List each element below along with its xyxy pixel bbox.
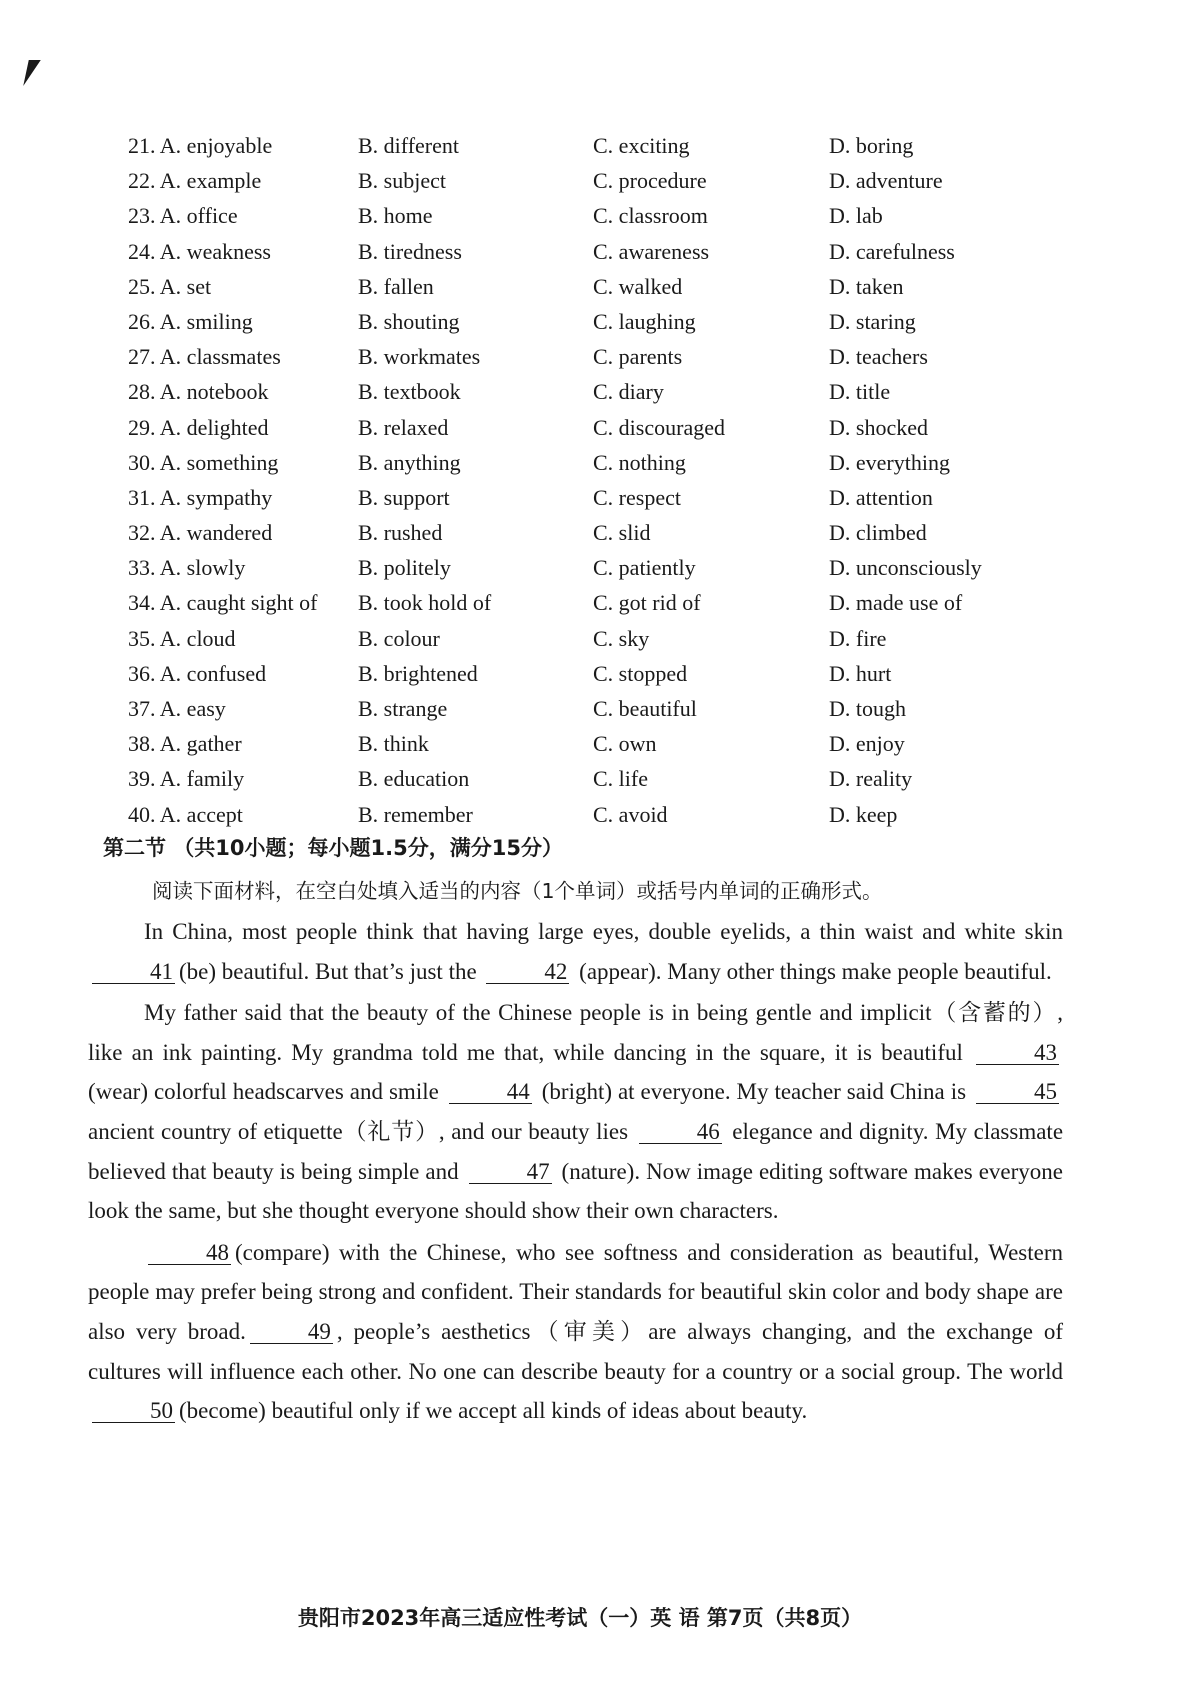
blank-46[interactable]: 46	[639, 1121, 722, 1144]
option-b[interactable]: B. support	[358, 484, 450, 510]
question-row	[128, 515, 1108, 550]
question-row	[128, 198, 1108, 233]
option-a-text: A. wandered	[159, 520, 273, 546]
corner-mark	[23, 60, 41, 86]
section-instruction: 阅读下面材料，在空白处填入适当的内容（1个单词）或括号内单词的正确形式。	[152, 879, 883, 903]
option-a-text: A. set	[159, 273, 212, 299]
option-a[interactable]	[128, 726, 358, 761]
option-a-text: A. classmates	[159, 344, 281, 370]
question-row	[128, 621, 1108, 656]
option-a[interactable]	[128, 761, 358, 796]
option-c[interactable]: C. diary	[593, 379, 664, 405]
reading-passage	[88, 912, 1063, 1431]
option-b[interactable]: B. subject	[358, 168, 446, 194]
question-row	[128, 163, 1108, 198]
option-a[interactable]	[128, 515, 358, 550]
option-c[interactable]: C. discouraged	[593, 414, 725, 440]
question-row	[128, 128, 1108, 163]
question-row	[128, 374, 1108, 409]
passage-text: My father said that the beauty of the Chinese people is in being gentle and implicit（含蓄的）, like an ink painting. My grandma told me that, while dancing in the square, it is beautiful	[88, 1000, 1063, 1065]
option-d[interactable]: D. carefulness	[829, 238, 955, 264]
page-footer: 贵阳市2023年高三适应性考试（一）英 语 第7页（共8页）	[297, 1606, 863, 1630]
option-a-text: A. smiling	[159, 308, 253, 334]
option-d[interactable]: D. shocked	[829, 414, 928, 440]
option-d[interactable]: D. attention	[829, 484, 933, 510]
question-row	[128, 234, 1108, 269]
option-a-text: A. confused	[159, 660, 267, 686]
option-a[interactable]	[128, 480, 358, 515]
option-d[interactable]: D. made use of	[829, 590, 963, 616]
passage-paragraph-3	[88, 1233, 1063, 1431]
option-d[interactable]: D. lab	[829, 203, 883, 229]
option-a[interactable]	[128, 198, 358, 233]
option-c[interactable]: C. nothing	[593, 449, 686, 475]
option-a-text: A. slowly	[159, 555, 246, 581]
question-number: 39.	[128, 766, 156, 792]
question-number: 23.	[128, 203, 156, 229]
option-d[interactable]: D. keep	[829, 801, 898, 827]
option-a-text: A. cloud	[159, 625, 236, 651]
question-row	[128, 550, 1108, 585]
option-d[interactable]: D. tough	[829, 696, 906, 721]
question-number: 35.	[128, 625, 156, 651]
question-row	[128, 585, 1108, 620]
option-a[interactable]	[128, 621, 358, 656]
option-d[interactable]: D. climbed	[829, 520, 927, 546]
question-row	[128, 269, 1108, 304]
question-row	[128, 304, 1108, 339]
option-b[interactable]: B. workmates	[358, 344, 481, 370]
passage-paragraph-1	[88, 912, 1063, 991]
option-d[interactable]: D. taken	[829, 273, 904, 299]
option-b[interactable]: B. strange	[358, 696, 448, 721]
option-c[interactable]: C. respect	[593, 484, 681, 510]
question-number: 31.	[128, 484, 156, 510]
option-a[interactable]	[128, 691, 358, 726]
question-row	[128, 656, 1108, 691]
option-a[interactable]	[128, 656, 358, 691]
option-d[interactable]: D. hurt	[829, 660, 892, 686]
option-a[interactable]	[128, 234, 358, 269]
option-a-text: A. something	[159, 449, 279, 475]
question-number: 36.	[128, 660, 156, 686]
option-b[interactable]: B. took hold of	[358, 590, 492, 616]
option-a[interactable]	[128, 550, 358, 585]
option-a[interactable]	[128, 445, 358, 480]
passage-text: elegance and dignity. My classmate believed that beauty is being simple and	[88, 1118, 1064, 1184]
blank-41[interactable]: 41	[92, 961, 175, 984]
option-c[interactable]: C. own	[593, 731, 657, 757]
option-b[interactable]: B. rushed	[358, 520, 443, 546]
option-a-text: A. gather	[159, 731, 242, 757]
question-row	[128, 445, 1108, 480]
option-b[interactable]: B. relaxed	[358, 414, 449, 440]
passage-text: (be) beautiful. But that’s just the	[179, 958, 477, 984]
option-a[interactable]	[128, 269, 358, 304]
passage-text: (become) beautiful only if we accept all kinds of ideas about beauty.	[179, 1398, 808, 1424]
option-a[interactable]	[128, 585, 358, 620]
option-c[interactable]: C. slid	[593, 520, 651, 546]
passage-text: (appear). Many other things make people beautiful.	[579, 958, 1052, 984]
option-a-text: A. easy	[159, 696, 226, 721]
option-a-text: A. accept	[159, 801, 243, 827]
option-a[interactable]	[128, 304, 358, 339]
question-number: 24.	[128, 238, 156, 264]
passage-paragraph-2	[88, 993, 1063, 1231]
option-d[interactable]: D. boring	[829, 133, 914, 158]
passage-text: (bright) at everyone. My teacher said China is	[541, 1079, 967, 1105]
option-a-text: A. caught sight of	[159, 590, 318, 616]
option-c[interactable]: C. avoid	[593, 801, 668, 827]
option-d[interactable]: D. reality	[829, 766, 913, 792]
option-b[interactable]: B. different	[358, 133, 460, 158]
option-c[interactable]: C. beautiful	[593, 696, 697, 721]
question-number: 26.	[128, 308, 156, 334]
option-d[interactable]: D. enjoy	[829, 731, 905, 757]
question-row	[128, 761, 1108, 796]
option-b[interactable]: B. politely	[358, 555, 451, 581]
option-c[interactable]: C. parents	[593, 344, 683, 370]
option-a[interactable]	[128, 128, 358, 163]
option-d[interactable]: D. everything	[829, 449, 950, 475]
blank-42[interactable]: 42	[486, 961, 569, 984]
blank-47[interactable]: 47	[469, 1161, 552, 1184]
option-b[interactable]: B. remember	[358, 801, 473, 827]
option-d[interactable]: D. staring	[829, 308, 916, 334]
option-a-text: A. example	[159, 168, 262, 194]
option-a[interactable]	[128, 339, 358, 374]
option-c[interactable]: C. stopped	[593, 660, 688, 686]
passage-text: ancient country of etiquette（礼节）, and our beauty lies	[88, 1118, 629, 1144]
section-heading: 第二节 （共10小题；每小题1.5分，满分15分）	[103, 836, 563, 860]
option-c[interactable]: C. procedure	[593, 168, 707, 194]
option-d[interactable]: D. title	[829, 379, 891, 405]
option-b[interactable]: B. home	[358, 203, 433, 229]
option-b[interactable]: B. brightened	[358, 660, 478, 686]
question-number: 28.	[128, 379, 156, 405]
option-c[interactable]: C. laughing	[593, 308, 696, 334]
option-b[interactable]: B. colour	[358, 625, 440, 651]
blank-44[interactable]: 44	[449, 1081, 532, 1104]
question-number: 29.	[128, 414, 156, 440]
passage-text: (compare) with the Chinese, who see softness and consideration as beautiful, Western people may prefer being strong and confident. Their standards for beautiful skin color and body shape are also very broad.	[88, 1239, 1063, 1344]
question-number: 22.	[128, 168, 156, 194]
option-c[interactable]: C. life	[593, 766, 648, 792]
option-a[interactable]	[128, 797, 358, 832]
option-a-text: A. notebook	[159, 379, 269, 405]
option-c[interactable]: C. classroom	[593, 203, 708, 229]
option-b[interactable]: B. fallen	[358, 273, 434, 299]
question-number: 32.	[128, 520, 156, 546]
question-number: 38.	[128, 731, 156, 757]
option-b[interactable]: B. shouting	[358, 308, 460, 334]
passage-text: , people’s aesthetics（审美）are always changing, and the exchange of cultures will influence each other. No one can describe beauty for a country or a social group. The world	[88, 1318, 1063, 1384]
blank-43[interactable]: 43	[976, 1042, 1059, 1065]
question-number: 25.	[128, 273, 156, 299]
option-a-text: A. sympathy	[159, 484, 273, 510]
option-c[interactable]: C. got rid of	[593, 590, 701, 616]
option-a-text: A. delighted	[159, 414, 269, 440]
question-number: 34.	[128, 590, 156, 616]
option-d[interactable]: D. fire	[829, 625, 887, 651]
option-c[interactable]: C. patiently	[593, 555, 696, 581]
option-c[interactable]: C. exciting	[593, 133, 690, 158]
option-c[interactable]: C. walked	[593, 273, 683, 299]
blank-50[interactable]: 50	[92, 1400, 175, 1423]
question-number: 33.	[128, 555, 156, 581]
question-row	[128, 726, 1108, 761]
option-a-text: A. office	[159, 203, 238, 229]
option-a[interactable]	[128, 163, 358, 198]
option-d[interactable]: D. adventure	[829, 168, 943, 194]
option-b[interactable]: B. education	[358, 766, 470, 792]
passage-text: (wear) colorful headscarves and smile	[88, 1079, 439, 1105]
option-a-text: A. weakness	[159, 238, 271, 264]
blank-49[interactable]: 49	[250, 1321, 333, 1344]
option-a-text: A. enjoyable	[159, 133, 273, 158]
option-b[interactable]: B. tiredness	[358, 238, 462, 264]
question-row	[128, 410, 1108, 445]
option-a-text: A. family	[159, 766, 245, 792]
question-row	[128, 480, 1108, 515]
option-b[interactable]: B. textbook	[358, 379, 461, 405]
option-c[interactable]: C. sky	[593, 625, 650, 651]
option-a[interactable]	[128, 374, 358, 409]
option-d[interactable]: D. unconsciously	[829, 555, 982, 581]
option-d[interactable]: D. teachers	[829, 344, 928, 370]
question-number: 30.	[128, 449, 156, 475]
blank-45[interactable]: 45	[976, 1081, 1059, 1104]
cloze-options-list	[128, 128, 1108, 832]
question-row	[128, 339, 1108, 374]
question-row	[128, 691, 1108, 726]
passage-text: In China, most people think that having large eyes, double eyelids, a thin waist and white skin	[144, 919, 1063, 944]
question-number: 27.	[128, 344, 156, 370]
option-b[interactable]: B. think	[358, 731, 429, 757]
question-number: 21.	[128, 133, 156, 158]
option-a[interactable]	[128, 410, 358, 445]
question-row	[128, 797, 1108, 832]
option-b[interactable]: B. anything	[358, 449, 461, 475]
option-c[interactable]: C. awareness	[593, 238, 710, 264]
blank-48[interactable]: 48	[148, 1242, 231, 1265]
passage-text: (nature). Now image editing software makes everyone look the same, but she thought everyone should show their own characters.	[88, 1158, 1063, 1224]
question-number: 40.	[128, 801, 156, 827]
question-number: 37.	[128, 696, 156, 721]
